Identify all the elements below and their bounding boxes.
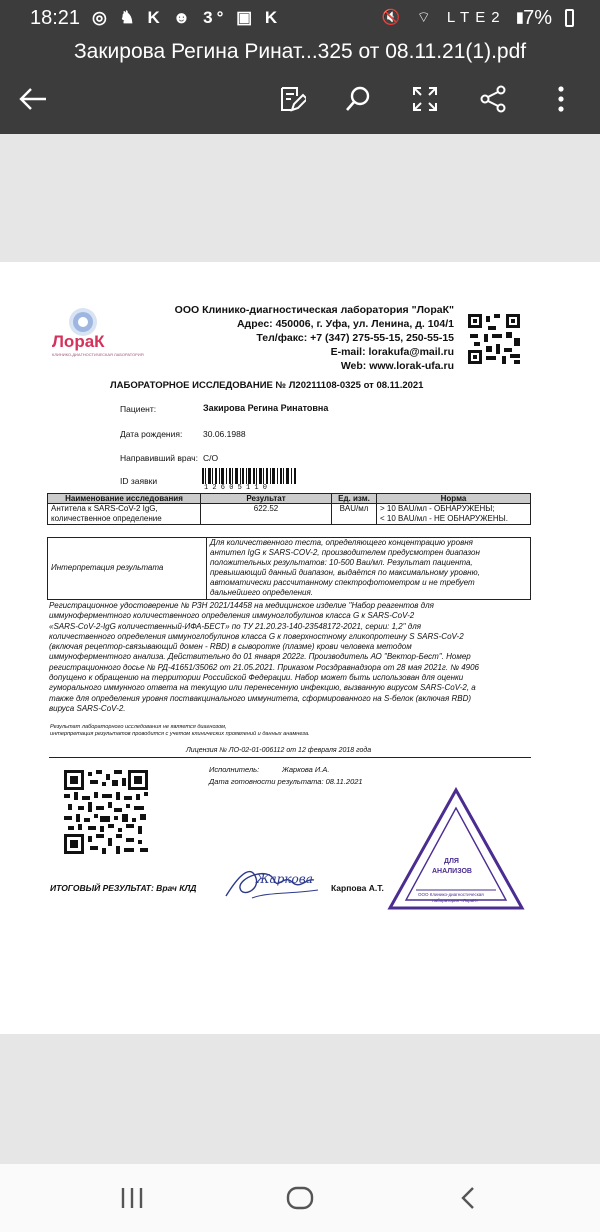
- interpretation-box: [47, 537, 531, 600]
- results-table: [47, 493, 531, 525]
- share-icon[interactable]: [476, 82, 510, 116]
- executor-name: Жаркова И.А.: [282, 765, 330, 774]
- lab-website: Web: www.lorak-ufa.ru: [340, 360, 454, 372]
- reg-line-7: регистрационного досье № РД-41651/35062 от 21.05.2021. Приказом Росздравнадзора от 28 мая 2021г. № 4906: [49, 662, 480, 672]
- reg-line-8: допущено к обращению на территории Российской Федерации. Набор может быть использован для оценки: [49, 673, 464, 683]
- doctor-label: Направивший врач:: [120, 453, 198, 463]
- reg-line-11: вируса SARS-CoV-2.: [49, 703, 126, 713]
- search-icon[interactable]: [341, 82, 375, 116]
- status-bar: [0, 0, 600, 36]
- logo-text: ЛорaК: [52, 332, 105, 351]
- recent-apps-icon[interactable]: [112, 1180, 152, 1216]
- request-id-value: 1 2 6 0 5 1 1 0: [204, 484, 268, 492]
- disclaimer-line-2: интерпретация результатов проводится с учетом клинических проявлений и данных анамнеза.: [50, 731, 310, 737]
- dob-value: 30.06.1988: [203, 429, 246, 439]
- disclaimer-line-1: Результат лабораторного исследования не является диагнозом,: [50, 724, 227, 730]
- document-title: Закирова Регина Ринат...325 от 08.11.21(1).pdf: [74, 40, 527, 63]
- results-table-header: [48, 494, 531, 504]
- back-arrow-icon[interactable]: [16, 82, 50, 116]
- pdf-page: [0, 262, 600, 1034]
- app-bar: [0, 36, 600, 134]
- divider: [49, 757, 531, 758]
- logo-subtitle: КЛИНИКО-ДИАГНОСТИЧЕСКАЯ ЛАБОРАТОРИЯ: [52, 352, 144, 357]
- battery-level: 7%: [523, 7, 552, 29]
- reg-line-3: «SARS-CoV-2-IgG количественный-ИФА-БЕСТ» по ТУ 21.20.23-140-23548172-2021, серии: 1,2" для: [49, 621, 421, 631]
- reg-line-5: (включая рецептор-связывающий домен - RBD) в сыворотке (плазме) крови человека методом: [49, 642, 412, 652]
- interp-line-6: дальнейшего определения.: [210, 588, 313, 597]
- col-result: Результат: [201, 494, 332, 504]
- interp-line-3: положительных результатов: 10-500 Bau/мл. Результат пациента,: [210, 558, 473, 567]
- col-unit: Ед. изм.: [332, 494, 377, 504]
- license-text: Лицензия № ЛО-02-01-006112 от 12 февраля 2018 года: [186, 747, 372, 754]
- stamp-text-3: ООО Клинико-диагностическая: [418, 892, 484, 897]
- stamp-text-4: лаборатория «ЛораК»: [432, 898, 479, 903]
- lab-stamp: [386, 786, 526, 912]
- reg-line-1: Регистрационное удостоверение № РЗН 2021/14458 на медицинское изделие "Набор реагентов для: [49, 601, 434, 610]
- interp-line-5: автоматически рассчитанному спектрофотометром и не требует: [210, 578, 475, 587]
- doctor-value: С/О: [203, 453, 219, 463]
- disclaimer: [50, 724, 310, 738]
- lab-phone: Тел/факс: +7 (347) 275-55-15, 250-55-15: [256, 332, 454, 344]
- reg-line-10: также для определения уровня поствакцинального иммунитета, сформированного на S-белок (включая RBD): [49, 693, 472, 703]
- lab-email: E-mail: lorakufa@mail.ru: [330, 346, 454, 358]
- more-icon[interactable]: [544, 82, 578, 116]
- signature-text: Жаркова: [256, 872, 313, 886]
- lab-logo: [50, 304, 144, 364]
- test-name-line-1: Антитела к SARS-CoV-2 IgG,: [51, 504, 158, 513]
- fullscreen-icon[interactable]: [408, 82, 442, 116]
- ready-date: Дата готовности результата: 08.11.2021: [209, 777, 363, 786]
- qr-code-small: [468, 314, 520, 369]
- interp-line-1: Для количественного теста, определяющего концентрацию уровня: [210, 538, 473, 547]
- table-row: [48, 504, 531, 525]
- norm-line-2: < 10 BAU/мл - НЕ ОБНАРУЖЕНЫ.: [380, 513, 508, 523]
- pdf-viewer[interactable]: [0, 134, 600, 1164]
- signature: [222, 860, 322, 909]
- stamp-text-1: ДЛЯ: [444, 858, 459, 865]
- home-icon[interactable]: [280, 1180, 320, 1216]
- interp-line-2: антител IgG к SARS-COV-2, производителем предусмотрен диапазон: [210, 548, 480, 557]
- test-name-line-2: количественное определение: [51, 513, 162, 523]
- col-norm: Норма: [377, 494, 531, 504]
- col-test-name: Наименование исследования: [48, 494, 201, 504]
- dob-label: Дата рождения:: [120, 429, 183, 439]
- navigation-bar: [0, 1164, 600, 1232]
- notification-icons: ◎ ♞ K ☻ 3° ▣ K: [92, 8, 282, 27]
- executor-label: Исполнитель:: [209, 765, 260, 774]
- patient-label: Пациент:: [120, 404, 157, 414]
- stamp-text-2: АНАЛИЗОВ: [432, 868, 472, 875]
- patient-name: Закирова Регина Ринатовна: [203, 403, 329, 413]
- status-time: 18:21: [30, 7, 81, 29]
- reg-line-4: количественного определения иммуноглобулинов класса G к поверхностному гликопротеину S SARS-CoV-2: [49, 631, 464, 641]
- signer-name: Карпова А.Т.: [331, 883, 384, 893]
- battery-icon: [565, 9, 574, 27]
- test-name-cell: [48, 504, 201, 525]
- lab-name: ООО Клинико-диагностическая лаборатория "ЛораК": [174, 304, 454, 316]
- reg-line-2: иммуноферментного количественного определения иммуноглобулинов класса G к SARS-CoV-2: [49, 611, 415, 621]
- interpretation-label-cell: [48, 538, 207, 599]
- registration-text: [49, 601, 529, 714]
- request-id-label: ID заявки: [120, 476, 158, 486]
- interpretation-text: [210, 538, 528, 598]
- interpretation-label: Интерпретация результата: [51, 563, 164, 572]
- reg-line-9: гуморального иммунного ответа на текущую или перенесенную инфекцию, вызванную вирусом SARS-CoV-2, а: [49, 683, 476, 693]
- lab-address: Адрес: 450006, г. Уфа, ул. Ленина, д. 104/1: [236, 318, 454, 330]
- edit-icon[interactable]: [275, 82, 309, 116]
- norm-line-1: > 10 BAU/мл - ОБНАРУЖЕНЫ;: [380, 504, 495, 513]
- test-unit: BAU/мл: [332, 504, 377, 525]
- nav-back-icon[interactable]: [448, 1180, 488, 1216]
- test-result: 622.52: [201, 504, 332, 525]
- system-icons: 🔇 ⌔ LTE2 ▮: [381, 9, 530, 26]
- interp-line-4: превышающий данный диапазон, выдаётся по максимальному уровню,: [210, 568, 480, 577]
- report-heading: ЛАБОРАТОРНОЕ ИССЛЕДОВАНИЕ № Л20211108-0325 от 08.11.2021: [110, 380, 424, 391]
- final-result-label: ИТОГОВЫЙ РЕЗУЛЬТАТ: Врач КЛД: [50, 883, 197, 893]
- test-norm-cell: [377, 504, 531, 525]
- reg-line-6: иммуноферментного анализа. Действительно до 01 января 2022г. Производитель АО "Вектор-Бест". Номер: [49, 652, 471, 662]
- qr-code-large: [64, 770, 148, 859]
